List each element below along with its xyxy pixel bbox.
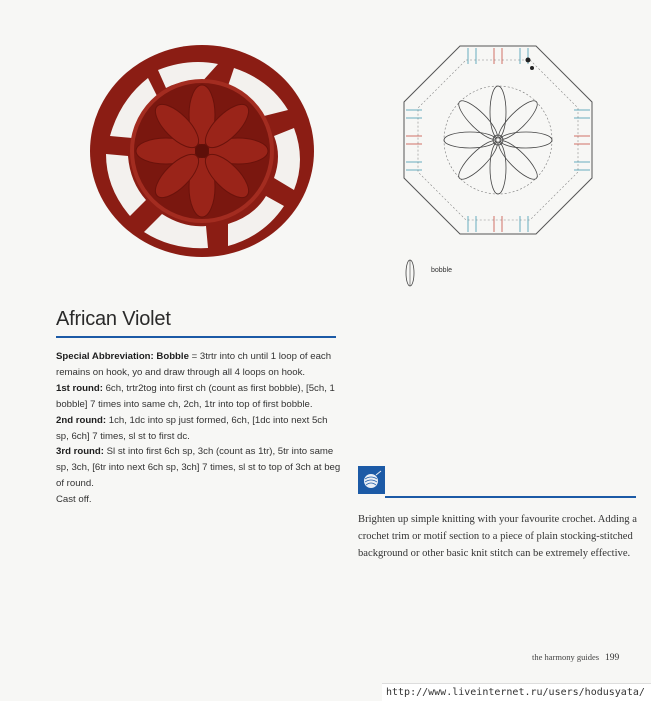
legend-label: bobble (431, 267, 453, 274)
round-3: 3rd round: Sl st into first 6ch sp, 3ch (count as 1tr), 5tr into same sp, 3ch, [6tr into next 6ch sp, 3ch] 7 times, sl st to top of 3ch at beg of round. (56, 446, 341, 490)
title-rule (56, 336, 336, 338)
page-footer (532, 652, 619, 663)
special-abbreviation: Special Abbreviation: Bobble = 3trtr into ch until 1 loop of each remains on hook, yo and draw through all 4 loops on hook. (56, 351, 332, 378)
yarn-ball-icon (358, 466, 385, 494)
tip-rule (385, 496, 636, 498)
motif-photo (88, 40, 318, 262)
bobble-symbol-icon (403, 258, 417, 288)
round-2: 2nd round: 1ch, 1dc into sp just formed, 6ch, [1dc into next 5ch sp, 6ch] 7 times, sl st to first dc. (56, 414, 328, 442)
pattern-title: African Violet (56, 308, 171, 330)
cast-off: Cast off. (56, 494, 92, 506)
round-1: 1st round: 6ch, trtr2tog into first ch (count as first bobble), [5ch, 1 bobble] 7 times into same ch, 2ch, 1tr into top of first bobble. (56, 382, 335, 410)
crochet-chart (398, 40, 598, 240)
watermark-url: http://www.liveinternet.ru/users/hodusyata/ (382, 683, 651, 701)
book-title: the harmony guides (532, 652, 600, 662)
page-number: 199 (605, 653, 620, 663)
tip-text: Brighten up simple knitting with your favourite crochet. Adding a crochet trim or motif section to a piece of plain stocking-stitched background or other basic knit stitch can be extremely effective. (358, 514, 637, 559)
chart-legend (403, 258, 543, 288)
pattern-instructions (56, 349, 341, 508)
